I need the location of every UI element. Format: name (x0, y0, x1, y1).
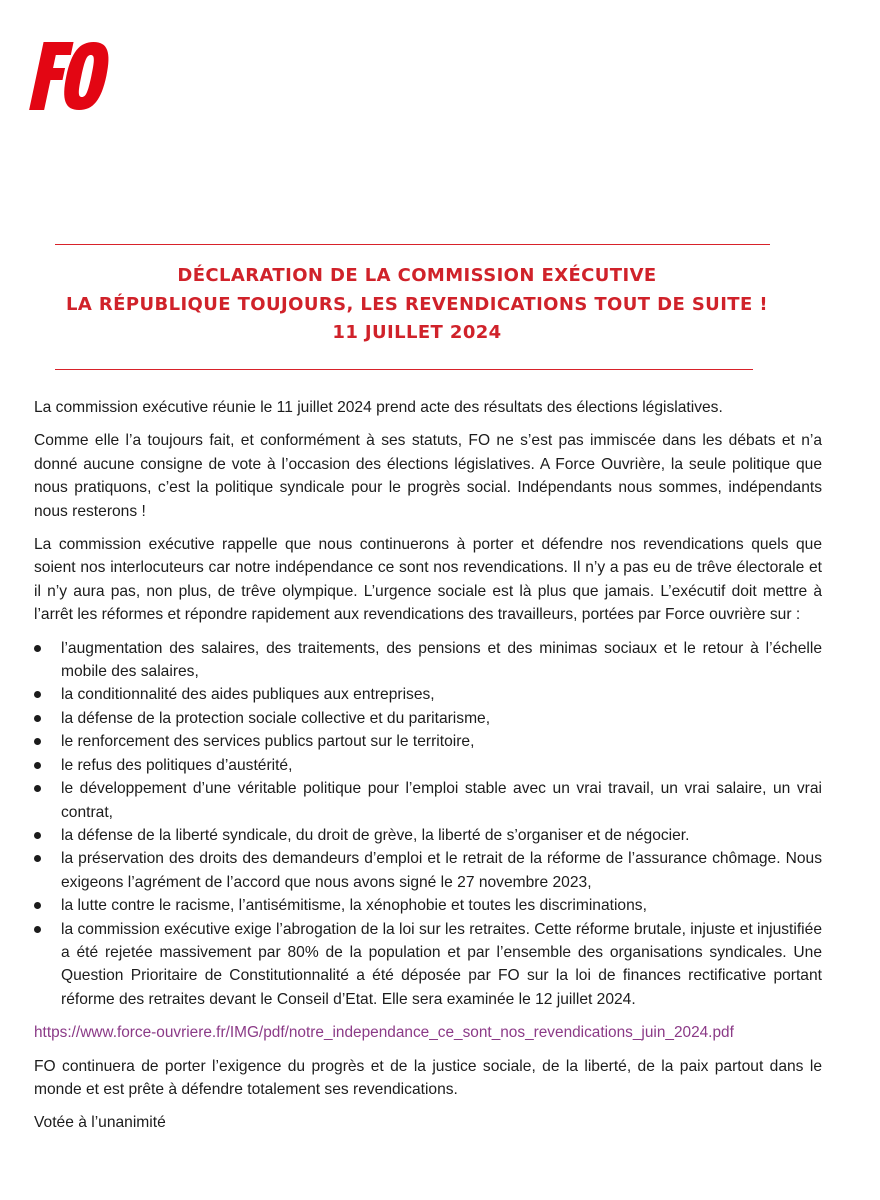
bullet-icon (34, 762, 41, 769)
bullet-icon (34, 738, 41, 745)
bullet-icon (34, 855, 41, 862)
list-item: la commission exécutive exige l’abrogation de la loi sur les retraites. Cette réforme brutale, injuste et injustifiée a été rejetée massivement par 80% de la population et par l’ensemble des organisations syndicales. Une Question Prioritaire de Constitutionnalité a été déposée par FO sur la loi de finances rectificative portant réforme des retraites devant le Conseil d’Etat. Elle sera examinée le 12 juillet 2024. (34, 918, 822, 1012)
list-item: la conditionnalité des aides publiques aux entreprises, (34, 683, 822, 706)
source-link[interactable]: https://www.force-ouvriere.fr/IMG/pdf/notre_independance_ce_sont_nos_revendications_juin_2024.pdf (34, 1024, 734, 1042)
title-line-1: DÉCLARATION DE LA COMMISSION EXÉCUTIVE (177, 265, 657, 286)
bullet-icon (34, 691, 41, 698)
bullet-icon (34, 832, 41, 839)
bullet-icon (34, 715, 41, 722)
fo-logo (28, 40, 112, 112)
paragraph-independence: Comme elle l’a toujours fait, et conformément à ses statuts, FO ne s’est pas immiscée dans les débats et n’a donné aucune consigne de vote à l’occasion des élections législatives. A Force Ouvrière, la seule politique que nous pratiquons, c’est la politique syndicale pour le progrès social. Indépendants nous sommes, indépendants nous resterons ! (34, 432, 822, 520)
demands-list (34, 637, 822, 1012)
title-line-2: LA RÉPUBLIQUE TOUJOURS, LES REVENDICATIONS TOUT DE SUITE ! (66, 293, 768, 315)
list-item: l’augmentation des salaires, des traitements, des pensions et des minimas sociaux et le retour à l’échelle mobile des salaires, (34, 637, 822, 684)
paragraph-intro: La commission exécutive réunie le 11 juillet 2024 prend acte des résultats des élections législatives. (34, 399, 723, 416)
bullet-icon (34, 785, 41, 792)
list-item: la lutte contre le racisme, l’antisémitisme, la xénophobie et toutes les discriminations, (34, 894, 822, 917)
title-date: 11 JUILLET 2024 (332, 322, 502, 343)
vote-statement: Votée à l’unanimité (34, 1114, 166, 1132)
list-item: la défense de la liberté syndicale, du droit de grève, la liberté de s’organiser et de négocier. (34, 824, 822, 847)
declaration-title (0, 262, 834, 348)
paragraph-demands-intro: La commission exécutive rappelle que nous continuerons à porter et défendre nos revendications quels que soient nos interlocuteurs car notre indépendance ce sont nos revendications. Il n’y a pas eu de trêve électorale et il n’y aura pas, non plus, de trêve olympique. L’urgence sociale est là plus que jamais. L’exécutif doit mettre à l’arrêt les réformes et répondre rapidement aux revendications des travailleurs, portées par Force ouvrière sur : (34, 536, 822, 624)
declaration-body (34, 396, 822, 1145)
title-rule-top (55, 244, 770, 245)
list-item: le refus des politiques d’austérité, (34, 754, 822, 777)
bullet-icon (34, 926, 41, 933)
list-item: le renforcement des services publics partout sur le territoire, (34, 730, 822, 753)
paragraph-closing: FO continuera de porter l’exigence du progrès et de la justice sociale, de la liberté, de la paix partout dans le monde et est prête à défendre totalement ses revendications. (34, 1057, 822, 1098)
bullet-icon (34, 645, 41, 652)
bullet-icon (34, 902, 41, 909)
title-rule-bottom (55, 369, 753, 370)
list-item: le développement d’une véritable politique pour l’emploi stable avec un vrai travail, un vrai salaire, un vrai contrat, (34, 777, 822, 824)
list-item: la défense de la protection sociale collective et du paritarisme, (34, 707, 822, 730)
list-item: la préservation des droits des demandeurs d’emploi et le retrait de la réforme de l’assurance chômage. Nous exigeons l’agrément de l’accord que nous avons signé le 27 novembre 2023, (34, 847, 822, 894)
